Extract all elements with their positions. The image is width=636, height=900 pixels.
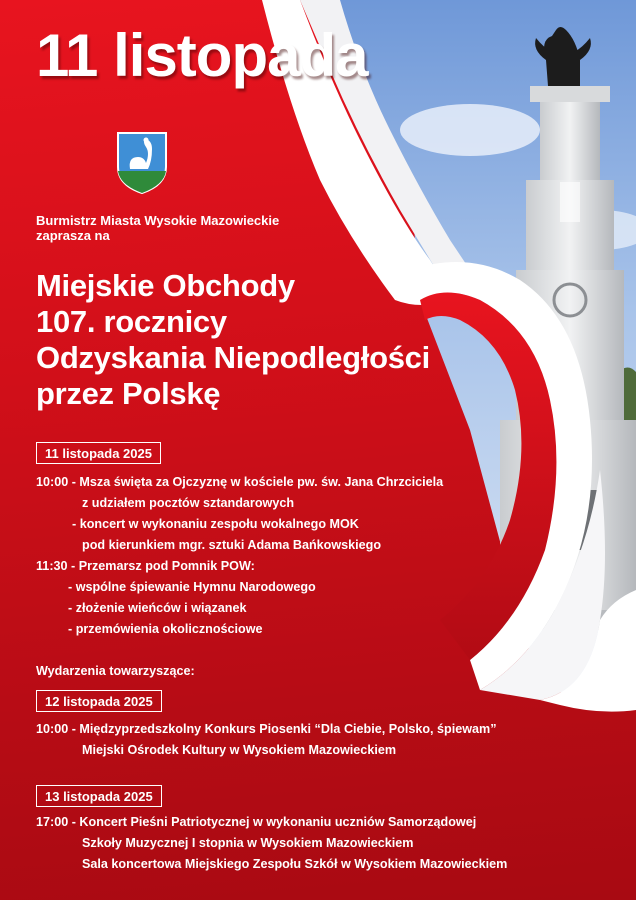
schedule-line: 10:00 - Msza święta za Ojczyznę w kościele pw. św. Jana Chrzciciela [36,475,444,489]
schedule-line: Sala koncertowa Miejskiego Zespołu Szkół w Wysokiem Mazowieckiem [82,857,508,871]
date-badge: 11 listopada 2025 [36,442,161,464]
date-badge: 12 listopada 2025 [36,690,162,712]
schedule-line: 10:00 - Międzyprzedszkolny Konkurs Piosenki “Dla Ciebie, Polsko, śpiewam” [36,722,497,736]
invitation-line: Burmistrz Miasta Wysokie Mazowieckie [36,213,280,228]
schedule-line: - koncert w wykonaniu zespołu wokalnego MOK [72,517,359,531]
schedule-line: - wspólne śpiewanie Hymnu Narodowego [68,580,316,594]
schedule-line: z udziałem pocztów sztandarowych [82,496,295,510]
headline-line: 107. rocznicy [36,304,227,339]
date-badge: 13 listopada 2025 [36,785,162,807]
headline-line: Odzyskania Niepodległości [36,340,430,375]
cloud [400,104,540,156]
headline-line: Miejskie Obchody [36,268,295,303]
schedule-line: - złożenie wieńców i wiązanek [68,601,247,615]
event-headline [36,268,430,412]
invitation-text [36,213,279,243]
events-heading: Wydarzenia towarzyszące: [36,664,195,678]
page-title: 11 listopada [36,22,368,89]
invitation-line: zaprasza na [36,228,110,243]
schedule-line: Miejski Ośrodek Kultury w Wysokiem Mazowieckiem [82,743,397,757]
schedule-line: 17:00 - Koncert Pieśni Patriotycznej w wykonaniu uczniów Samorządowej [36,815,477,829]
swan-crest-icon [116,131,168,195]
schedule-line: - przemówienia okolicznościowe [68,622,263,636]
schedule-line: pod kierunkiem mgr. sztuki Adama Bańkowskiego [82,538,382,552]
schedule-line: 11:30 - Przemarsz pod Pomnik POW: [36,559,255,573]
headline-line: przez Polskę [36,376,221,411]
schedule-line: Szkoły Muzycznej I stopnia w Wysokiem Mazowieckiem [82,836,414,850]
